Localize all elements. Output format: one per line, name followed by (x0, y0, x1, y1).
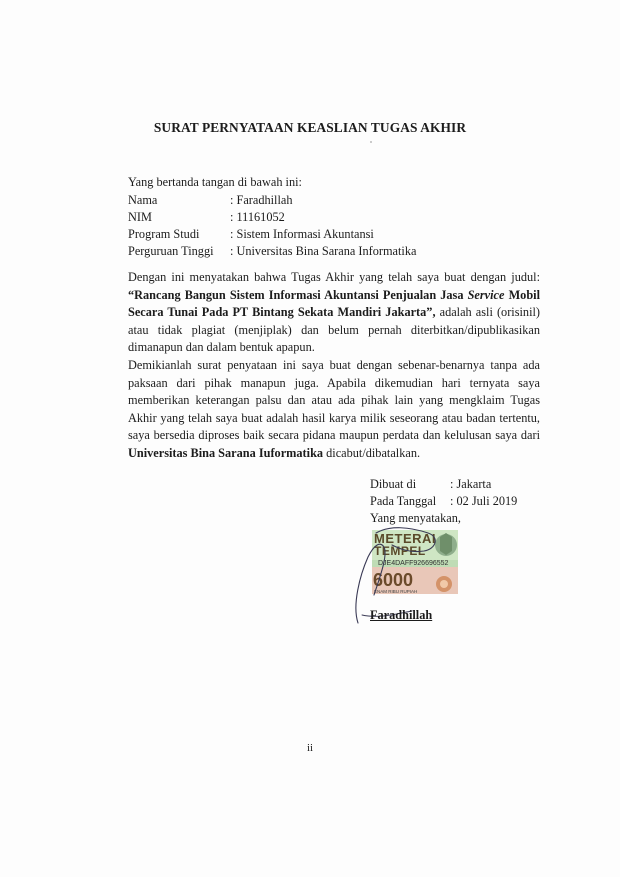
identity-value: : Universitas Bina Sarana Informatika (230, 244, 417, 258)
signing-label: Pada Tanggal (370, 494, 437, 508)
identity-row-nim (128, 210, 285, 225)
intro-line: Yang bertanda tangan di bawah ini: (128, 175, 302, 189)
identity-row-program (128, 227, 374, 242)
identity-value: : Faradhillah (230, 193, 293, 207)
statement-paragraph (128, 269, 540, 357)
identity-row-university (128, 244, 416, 259)
identity-label: Program Studi (128, 227, 200, 241)
signing-value: : Jakarta (450, 477, 492, 491)
thesis-title-italic: Service (467, 287, 505, 302)
stamp-amount-words: ENAM RIBU RUPIAH (374, 589, 418, 594)
stamp-label-meterai: METERAI (374, 531, 436, 546)
signing-place (370, 477, 491, 492)
thesis-title-part2: Mobil Secara Tunai Pada PT Bintang Sekata Mandiri Jakarta”, (128, 287, 540, 320)
signing-label: Dibuat di (370, 477, 417, 491)
stamp-serial: DJE4DAFF926696552 (378, 560, 449, 567)
stamp-amount: 6000 (373, 570, 414, 590)
thesis-title-part1: “Rancang Bangun Sistem Informasi Akuntansi Penjualan Jasa (128, 287, 468, 302)
signing-date (370, 494, 517, 509)
page-title: SURAT PERNYATAAN KEASLIAN TUGAS AKHIR (153, 120, 467, 135)
identity-value: : 11161052 (230, 210, 285, 224)
statement-lead: Dengan ini menyatakan bahwa Tugas Akhir yang telah saya buat dengan judul: (128, 270, 540, 284)
identity-value: : Sistem Informasi Akuntansi (230, 227, 374, 241)
identity-row-name (128, 193, 293, 208)
speck-mark (370, 141, 372, 143)
statement-rest: adalah asli (orisinil) atau tidak plagiat (menjiplak) dan belum pernah diterbitkan/dipublikasikan dimanapun dan dalam bentuk apapun. (128, 305, 540, 355)
declarant-line: Yang menyatakan, (370, 511, 461, 525)
signing-value: : 02 Juli 2019 (450, 494, 518, 508)
identity-label: Nama (128, 193, 158, 207)
page-number: ii (306, 742, 314, 754)
identity-label: Perguruan Tinggi (128, 244, 214, 258)
identity-label: NIM (128, 210, 152, 224)
closing-text: Demikianlah surat penyataan ini saya buat dengan sebenar-benarnya tanpa ada paksaan dari pihak manapun juga. Apabila dikemudian hari ternyata saya memberikan keterangan palsu dan atau ada pihak lain yang mengklaim Tugas Akhir yang telah saya buat adalah hasil karya milik seseorang atau badan tertentu, saya bersedia diproses baik secara pidana maupun perdata dan kelulusan saya dari (128, 358, 540, 443)
closing-paragraph (128, 357, 540, 463)
stamp-label-tempel: TEMPEL (374, 544, 426, 558)
signer-name: Faradhillah (370, 608, 433, 622)
closing-end: dicabut/dibatalkan. (323, 445, 421, 460)
university-name: Universitas Bina Sarana Iuformatika (128, 445, 324, 460)
